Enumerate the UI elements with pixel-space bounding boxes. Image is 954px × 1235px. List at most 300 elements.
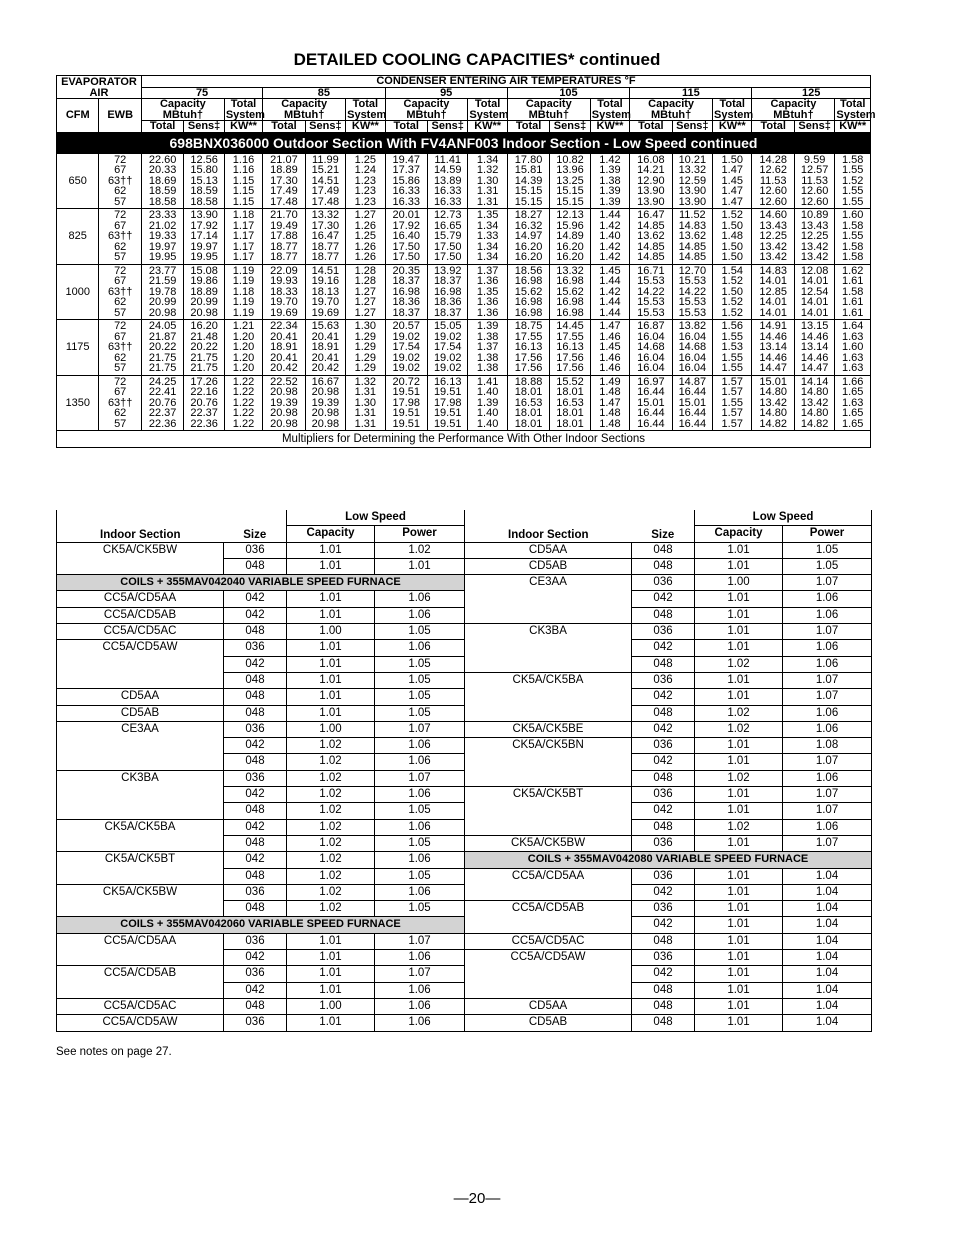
power-cell: 1.05 xyxy=(375,672,465,688)
power-cell: 1.06 xyxy=(375,754,465,770)
size-cell: 036 xyxy=(224,884,287,900)
power-cell: 1.07 xyxy=(783,689,872,705)
power-cell: 1.05 xyxy=(783,558,872,574)
multiplier-row xyxy=(57,950,872,966)
power-cell: 1.07 xyxy=(375,966,465,982)
power-header: Power xyxy=(783,526,872,542)
capacity-cell: 1.01 xyxy=(695,558,783,574)
size-cell: 036 xyxy=(632,868,695,884)
multiplier-row xyxy=(57,787,872,803)
power-cell: 1.05 xyxy=(783,542,872,558)
indoor-section-cell xyxy=(465,966,632,982)
size-cell: 042 xyxy=(224,591,287,607)
power-cell: 1.06 xyxy=(375,787,465,803)
indoor-section-header: Indoor Section xyxy=(465,510,632,542)
value-cell: 1.39 1.38 1.37 1.38 1.38 xyxy=(468,320,507,376)
value-cell: 1.50 1.47 1.45 1.47 1.47 xyxy=(713,153,752,209)
page-title: DETAILED COOLING CAPACITIES* continued xyxy=(293,50,661,69)
kw-header: KW** xyxy=(713,121,752,133)
power-cell: 1.05 xyxy=(375,705,465,721)
size-cell: 042 xyxy=(632,917,695,933)
size-cell: 042 xyxy=(224,852,287,868)
value-cell: 16.67 20.98 19.39 20.98 20.98 xyxy=(305,375,345,431)
size-cell: 042 xyxy=(224,787,287,803)
size-cell: 048 xyxy=(224,754,287,770)
value-cell: 12.13 15.96 14.89 16.20 16.20 xyxy=(550,209,590,265)
size-cell: 048 xyxy=(632,705,695,721)
ewb-header: EWB xyxy=(99,99,141,133)
size-cell: 042 xyxy=(632,884,695,900)
capacity-cell: 1.02 xyxy=(287,884,375,900)
capacity-cell: 1.00 xyxy=(287,998,375,1014)
capacity-cell: 1.01 xyxy=(695,754,783,770)
capacity-header: Capacity MBtuh† xyxy=(141,99,224,121)
value-cell: 18.56 16.98 15.62 16.98 16.98 xyxy=(507,264,549,320)
power-cell: 1.06 xyxy=(783,640,872,656)
value-cell: 15.05 19.02 17.54 19.02 19.02 xyxy=(427,320,467,376)
indoor-section-cell xyxy=(465,770,632,786)
value-cell: 1.44 1.42 1.40 1.42 1.42 xyxy=(590,209,629,265)
size-cell: 048 xyxy=(632,933,695,949)
kw-header: KW** xyxy=(224,121,262,133)
capacity-cell: 1.01 xyxy=(287,982,375,998)
capacity-cell: 1.01 xyxy=(695,607,783,623)
size-cell: 048 xyxy=(224,672,287,688)
capacity-cell: 1.01 xyxy=(695,901,783,917)
capacity-header: Capacity MBtuh† xyxy=(752,99,835,121)
power-cell: 1.07 xyxy=(375,721,465,737)
indoor-section-header: Indoor Section xyxy=(57,510,224,542)
total-system-header: Total System xyxy=(347,98,387,121)
value-cell: 1.25 1.24 1.23 1.23 1.23 xyxy=(346,153,385,209)
capacity-header: Capacity MBtuh† xyxy=(263,99,346,121)
capacity-cell: 1.02 xyxy=(287,754,375,770)
size-cell: 042 xyxy=(224,950,287,966)
indoor-section-cell: CC5A/CD5AC xyxy=(465,933,632,949)
indoor-section-cell xyxy=(465,819,632,835)
page-number: —20— xyxy=(453,1190,501,1207)
value-cell: 13.92 18.37 16.98 18.36 18.37 xyxy=(427,264,467,320)
power-cell: 1.05 xyxy=(375,689,465,705)
indoor-section-cell: CE3AA xyxy=(465,575,632,591)
kw-header: KW** xyxy=(835,121,871,133)
multipliers-table xyxy=(56,510,872,1032)
value-cell: 21.07 18.89 17.30 17.49 17.48 xyxy=(263,153,305,209)
capacity-cell: 1.02 xyxy=(287,819,375,835)
cfm-cell: 650 xyxy=(57,153,99,209)
condenser-temp-header: CONDENSER ENTERING AIR TEMPERATURES °F xyxy=(141,76,870,88)
capacity-cell: 1.01 xyxy=(695,787,783,803)
value-cell: 1.47 1.46 1.45 1.46 1.46 xyxy=(590,320,629,376)
capacity-cell: 1.01 xyxy=(287,672,375,688)
size-cell: 048 xyxy=(632,558,695,574)
power-header: Power xyxy=(375,526,465,542)
cooling-capacity-table xyxy=(56,75,876,448)
kw-header: KW** xyxy=(346,121,385,133)
cfm-cell: 825 xyxy=(57,209,99,265)
multiplier-row xyxy=(57,803,872,819)
capacity-cell: 1.01 xyxy=(695,950,783,966)
ewb-cell: 72 67 63†† 62 57 xyxy=(99,153,141,209)
power-cell: 1.04 xyxy=(783,998,872,1014)
power-cell: 1.06 xyxy=(783,705,872,721)
multiplier-row xyxy=(57,591,872,607)
indoor-section-cell xyxy=(57,982,224,998)
power-cell: 1.04 xyxy=(783,901,872,917)
power-cell: 1.04 xyxy=(783,933,872,949)
capacity-cell: 1.02 xyxy=(287,770,375,786)
indoor-section-cell xyxy=(57,558,224,574)
capacity-cell: 1.01 xyxy=(287,933,375,949)
capacity-cell: 1.01 xyxy=(695,917,783,933)
power-cell: 1.06 xyxy=(783,656,872,672)
capacity-cell: 1.01 xyxy=(695,542,783,558)
total-header: Total xyxy=(385,121,427,133)
value-cell: 20.35 18.37 16.98 18.36 18.37 xyxy=(385,264,427,320)
multiplier-row xyxy=(57,852,872,868)
capacity-cell: 1.02 xyxy=(695,705,783,721)
temp-header: 115 xyxy=(630,87,752,99)
power-cell: 1.07 xyxy=(783,672,872,688)
size-cell: 048 xyxy=(632,982,695,998)
power-cell: 1.04 xyxy=(783,1015,872,1031)
power-cell: 1.06 xyxy=(375,950,465,966)
value-cell: 1.35 1.34 1.33 1.34 1.34 xyxy=(468,209,507,265)
capacity-cell: 1.02 xyxy=(695,770,783,786)
value-cell: 20.72 19.51 17.98 19.51 19.51 xyxy=(385,375,427,431)
value-cell: 11.99 15.21 14.51 17.49 17.48 xyxy=(305,153,345,209)
size-header: Size xyxy=(632,510,695,542)
capacity-cell: 1.02 xyxy=(287,787,375,803)
capacity-cell: 1.01 xyxy=(287,542,375,558)
value-cell: 1.52 1.50 1.48 1.50 1.50 xyxy=(713,209,752,265)
power-cell: 1.07 xyxy=(783,835,872,851)
size-cell: 042 xyxy=(224,656,287,672)
power-cell: 1.04 xyxy=(783,966,872,982)
total-system-header: Total System xyxy=(714,98,754,121)
total-header: Total xyxy=(752,121,794,133)
size-cell: 048 xyxy=(224,558,287,574)
value-cell: 1.42 1.39 1.38 1.39 1.39 xyxy=(590,153,629,209)
size-cell: 036 xyxy=(632,901,695,917)
size-cell: 048 xyxy=(632,998,695,1014)
furnace-group-header: COILS + 355MAV042040 VARIABLE SPEED FURNACE xyxy=(57,575,465,591)
value-cell: 22.60 20.33 18.69 18.59 18.58 xyxy=(141,153,183,209)
ewb-cell: 72 67 63†† 62 57 xyxy=(99,209,141,265)
value-cell: 21.70 19.49 17.88 18.77 18.77 xyxy=(263,209,305,265)
capacity-cell: 1.02 xyxy=(695,721,783,737)
power-cell: 1.08 xyxy=(783,738,872,754)
indoor-section-cell: CE3AA xyxy=(57,721,224,737)
value-cell: 16.13 19.51 17.98 19.51 19.51 xyxy=(427,375,467,431)
value-cell: 14.28 12.62 11.53 12.60 12.60 xyxy=(752,153,794,209)
multiplier-row xyxy=(57,672,872,688)
capacity-cell: 1.01 xyxy=(695,624,783,640)
capacity-cell: 1.01 xyxy=(695,738,783,754)
indoor-section-cell xyxy=(465,656,632,672)
indoor-section-cell: CC5A/CD5AB xyxy=(57,607,224,623)
size-cell: 048 xyxy=(224,689,287,705)
indoor-section-cell: CK5A/CK5BT xyxy=(465,787,632,803)
indoor-section-cell: CK5A/CK5BE xyxy=(465,721,632,737)
value-cell: 1.28 1.28 1.27 1.27 1.27 xyxy=(346,264,385,320)
multiplier-row xyxy=(57,868,872,884)
indoor-section-cell xyxy=(465,917,632,933)
size-cell: 042 xyxy=(632,591,695,607)
capacity-cell: 1.01 xyxy=(695,998,783,1014)
value-cell: 10.21 13.32 12.59 13.90 13.90 xyxy=(672,153,712,209)
temp-header: 95 xyxy=(385,87,507,99)
capacity-cell: 1.00 xyxy=(287,624,375,640)
indoor-section-cell xyxy=(465,689,632,705)
indoor-section-cell: CC5A/CD5AW xyxy=(57,640,224,656)
indoor-section-cell xyxy=(57,656,224,672)
power-cell: 1.06 xyxy=(375,640,465,656)
value-cell: 18.88 18.01 16.53 18.01 18.01 xyxy=(507,375,549,431)
value-cell: 12.56 15.80 15.13 18.59 18.58 xyxy=(184,153,224,209)
size-cell: 042 xyxy=(224,982,287,998)
indoor-section-cell xyxy=(465,705,632,721)
power-cell: 1.04 xyxy=(783,868,872,884)
value-cell: 16.47 14.85 13.62 14.85 14.85 xyxy=(630,209,672,265)
multiplier-row xyxy=(57,819,872,835)
indoor-section-cell: CD5AA xyxy=(465,998,632,1014)
capacity-cell: 1.02 xyxy=(287,803,375,819)
size-cell: 036 xyxy=(632,624,695,640)
value-cell: 16.20 21.48 20.22 21.75 21.75 xyxy=(184,320,224,376)
multiplier-row xyxy=(57,640,872,656)
indoor-section-cell: CK5A/CK5BN xyxy=(465,738,632,754)
value-cell: 1.22 1.22 1.22 1.22 1.22 xyxy=(224,375,262,431)
indoor-section-cell: CK5A/CK5BW xyxy=(57,542,224,558)
value-cell: 17.26 22.16 20.76 22.37 22.36 xyxy=(184,375,224,431)
power-cell: 1.07 xyxy=(783,803,872,819)
table-row xyxy=(57,209,871,265)
power-cell: 1.06 xyxy=(375,884,465,900)
kw-header: KW** xyxy=(468,121,507,133)
multipliers-title: Multipliers for Determining the Performance With Other Indoor Sections xyxy=(57,431,871,448)
size-cell: 048 xyxy=(632,770,695,786)
furnace-group-header: COILS + 355MAV042060 VARIABLE SPEED FURNACE xyxy=(57,917,465,933)
multiplier-row xyxy=(57,705,872,721)
size-cell: 042 xyxy=(224,607,287,623)
value-cell: 14.51 19.16 18.13 19.70 19.69 xyxy=(305,264,345,320)
value-cell: 14.83 14.01 12.85 14.01 14.01 xyxy=(752,264,794,320)
capacity-header: Capacity xyxy=(287,526,375,542)
multiplier-row xyxy=(57,721,872,737)
indoor-section-cell xyxy=(57,738,224,754)
indoor-section-cell xyxy=(57,672,224,688)
capacity-cell: 1.01 xyxy=(695,982,783,998)
value-cell: 22.34 20.41 18.91 20.41 20.42 xyxy=(263,320,305,376)
indoor-section-cell: CC5A/CD5AA xyxy=(465,868,632,884)
value-cell: 18.75 17.55 16.13 17.56 17.56 xyxy=(507,320,549,376)
sens-header: Sens‡ xyxy=(305,121,345,133)
size-cell: 048 xyxy=(632,607,695,623)
indoor-section-cell: CK3BA xyxy=(465,624,632,640)
power-cell: 1.07 xyxy=(783,754,872,770)
value-cell: 24.25 22.41 20.76 22.37 22.36 xyxy=(141,375,183,431)
capacity-cell: 1.00 xyxy=(287,721,375,737)
indoor-section-cell: CC5A/CD5AC xyxy=(57,624,224,640)
sens-header: Sens‡ xyxy=(550,121,590,133)
capacity-cell: 1.00 xyxy=(695,575,783,591)
capacity-cell: 1.01 xyxy=(695,868,783,884)
capacity-cell: 1.02 xyxy=(287,852,375,868)
value-cell: 14.91 14.46 13.14 14.46 14.47 xyxy=(752,320,794,376)
indoor-section-cell xyxy=(57,835,224,851)
power-cell: 1.06 xyxy=(783,770,872,786)
size-cell: 042 xyxy=(632,966,695,982)
capacity-cell: 1.01 xyxy=(695,689,783,705)
value-cell: 23.77 21.59 19.78 20.99 20.98 xyxy=(141,264,183,320)
size-cell: 036 xyxy=(224,1015,287,1031)
value-cell: 14.45 17.55 16.13 17.56 17.56 xyxy=(550,320,590,376)
capacity-cell: 1.01 xyxy=(695,933,783,949)
value-cell: 1.30 1.29 1.29 1.29 1.29 xyxy=(346,320,385,376)
size-cell: 048 xyxy=(224,835,287,851)
size-cell: 048 xyxy=(632,819,695,835)
sens-header: Sens‡ xyxy=(794,121,834,133)
capacity-header: Capacity MBtuh† xyxy=(507,99,590,121)
footnote: See notes on page 27. xyxy=(56,1046,172,1058)
multiplier-row xyxy=(57,738,872,754)
value-cell: 15.08 19.86 18.89 20.99 20.98 xyxy=(184,264,224,320)
capacity-cell: 1.01 xyxy=(287,950,375,966)
cfm-cell: 1175 xyxy=(57,320,99,376)
value-cell: 1.21 1.20 1.20 1.20 1.20 xyxy=(224,320,262,376)
indoor-section-cell: CC5A/CD5AW xyxy=(57,1015,224,1031)
capacity-cell: 1.02 xyxy=(287,901,375,917)
size-cell: 036 xyxy=(632,672,695,688)
value-cell: 1.41 1.40 1.39 1.40 1.40 xyxy=(468,375,507,431)
table-row xyxy=(57,375,871,431)
evaporator-air-header: EVAPORATOR AIR xyxy=(57,76,142,99)
value-cell: 16.71 15.53 14.22 15.53 15.53 xyxy=(630,264,672,320)
indoor-section-cell: CC5A/CD5AA xyxy=(57,591,224,607)
low-speed-header: Low Speed xyxy=(287,510,465,526)
size-cell: 036 xyxy=(224,770,287,786)
value-cell: 1.66 1.65 1.63 1.65 1.65 xyxy=(835,375,871,431)
value-cell: 1.62 1.61 1.58 1.61 1.61 xyxy=(835,264,871,320)
power-cell: 1.04 xyxy=(783,884,872,900)
size-cell: 036 xyxy=(632,738,695,754)
power-cell: 1.06 xyxy=(375,738,465,754)
total-header: Total xyxy=(263,121,305,133)
value-cell: 1.27 1.26 1.25 1.26 1.26 xyxy=(346,209,385,265)
capacity-cell: 1.01 xyxy=(287,640,375,656)
capacity-cell: 1.01 xyxy=(695,672,783,688)
power-cell: 1.06 xyxy=(375,591,465,607)
section-band-title: 698BNX036000 Outdoor Section With FV4ANF003 Indoor Section - Low Speed continued xyxy=(57,132,871,153)
power-cell: 1.04 xyxy=(783,917,872,933)
value-cell: 10.89 13.43 12.25 13.42 13.42 xyxy=(794,209,834,265)
value-cell: 1.56 1.55 1.53 1.55 1.55 xyxy=(713,320,752,376)
capacity-cell: 1.01 xyxy=(695,803,783,819)
value-cell: 12.70 15.53 14.22 15.53 15.53 xyxy=(672,264,712,320)
multiplier-row xyxy=(57,575,872,591)
power-cell: 1.05 xyxy=(375,624,465,640)
multiplier-row xyxy=(57,933,872,949)
size-cell: 042 xyxy=(224,738,287,754)
size-cell: 036 xyxy=(632,950,695,966)
temp-header: 75 xyxy=(141,87,262,99)
cfm-header: CFM xyxy=(57,99,99,133)
value-cell: 22.09 19.93 18.33 19.70 19.69 xyxy=(263,264,305,320)
value-cell: 18.27 16.32 14.97 16.20 16.20 xyxy=(507,209,549,265)
capacity-cell: 1.01 xyxy=(695,966,783,982)
multiplier-row xyxy=(57,982,872,998)
size-cell: 042 xyxy=(632,803,695,819)
size-cell: 036 xyxy=(224,933,287,949)
ewb-cell: 72 67 63†† 62 57 xyxy=(99,264,141,320)
cfm-cell: 1000 xyxy=(57,264,99,320)
indoor-section-cell xyxy=(57,950,224,966)
total-system-header: Total System xyxy=(225,98,265,121)
value-cell: 1.16 1.16 1.15 1.15 1.15 xyxy=(224,153,262,209)
indoor-section-cell: CC5A/CD5AA xyxy=(57,933,224,949)
value-cell: 15.52 18.01 16.53 18.01 18.01 xyxy=(550,375,590,431)
value-cell: 13.32 16.98 15.62 16.98 16.98 xyxy=(550,264,590,320)
capacity-cell: 1.01 xyxy=(287,689,375,705)
value-cell: 23.33 21.02 19.33 19.97 19.95 xyxy=(141,209,183,265)
sens-header: Sens‡ xyxy=(672,121,712,133)
power-cell: 1.06 xyxy=(783,819,872,835)
value-cell: 15.01 14.80 13.42 14.80 14.82 xyxy=(752,375,794,431)
indoor-section-cell xyxy=(57,868,224,884)
multiplier-row xyxy=(57,770,872,786)
indoor-section-cell: CC5A/CD5AW xyxy=(465,950,632,966)
multiplier-row xyxy=(57,542,872,558)
multiplier-row xyxy=(57,1015,872,1031)
value-cell: 13.32 17.30 16.47 18.77 18.77 xyxy=(305,209,345,265)
capacity-cell: 1.01 xyxy=(695,835,783,851)
power-cell: 1.06 xyxy=(375,852,465,868)
size-cell: 048 xyxy=(224,624,287,640)
value-cell: 1.54 1.52 1.50 1.52 1.52 xyxy=(713,264,752,320)
table-row xyxy=(57,264,871,320)
capacity-cell: 1.01 xyxy=(287,966,375,982)
low-speed-header: Low Speed xyxy=(695,510,872,526)
multiplier-row xyxy=(57,966,872,982)
total-system-header: Total System xyxy=(591,98,631,121)
capacity-cell: 1.01 xyxy=(287,705,375,721)
value-cell: 1.58 1.55 1.52 1.55 1.55 xyxy=(835,153,871,209)
capacity-cell: 1.01 xyxy=(287,607,375,623)
ewb-cell: 72 67 63†† 62 57 xyxy=(99,375,141,431)
power-cell: 1.06 xyxy=(783,607,872,623)
indoor-section-cell: CK5A/CK5BW xyxy=(465,835,632,851)
power-cell: 1.04 xyxy=(783,950,872,966)
capacity-cell: 1.01 xyxy=(695,1015,783,1031)
value-cell: 13.82 16.04 14.68 16.04 16.04 xyxy=(672,320,712,376)
indoor-section-cell xyxy=(465,591,632,607)
indoor-section-cell: CC5A/CD5AB xyxy=(465,901,632,917)
multiplier-row xyxy=(57,884,872,900)
total-header: Total xyxy=(141,121,183,133)
cfm-cell: 1350 xyxy=(57,375,99,431)
size-cell: 036 xyxy=(632,575,695,591)
kw-header: KW** xyxy=(590,121,629,133)
size-cell: 048 xyxy=(632,656,695,672)
furnace-group-header: COILS + 355MAV042080 VARIABLE SPEED FURNACE xyxy=(465,852,872,868)
size-cell: 036 xyxy=(632,787,695,803)
value-cell: 1.37 1.36 1.35 1.36 1.36 xyxy=(468,264,507,320)
indoor-section-cell xyxy=(57,787,224,803)
indoor-section-cell: CK5A/CK5BW xyxy=(57,884,224,900)
indoor-section-cell: CC5A/CD5AC xyxy=(57,998,224,1014)
power-cell: 1.04 xyxy=(783,982,872,998)
